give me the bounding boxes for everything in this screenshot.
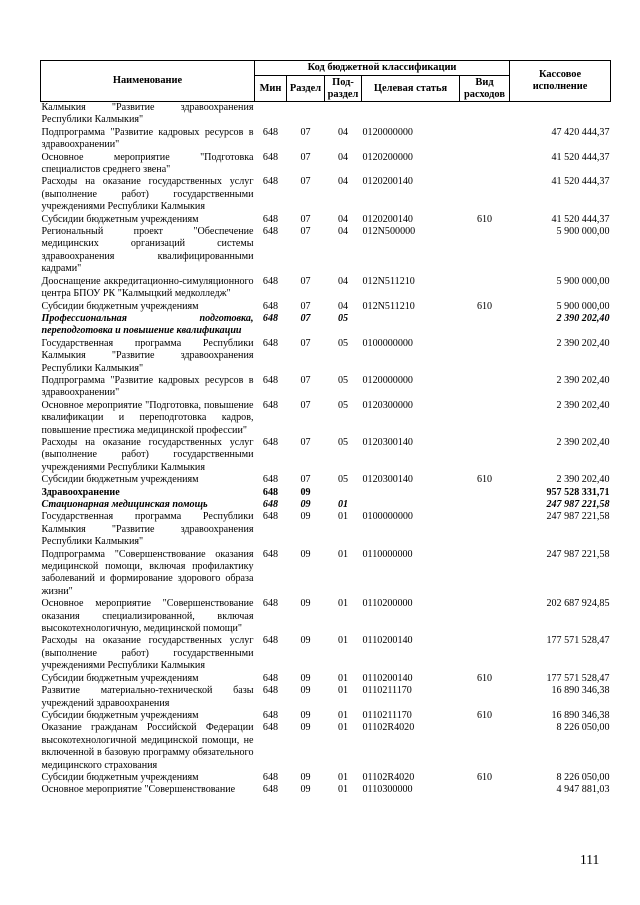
row-vid: 610 <box>476 709 493 721</box>
row-amount: 177 571 528,47 <box>546 672 610 684</box>
row-vid <box>460 176 510 213</box>
row-name: Основное мероприятие "Совершенствование <box>41 784 236 796</box>
row-min: 648 <box>262 709 279 721</box>
row-vid <box>460 784 510 796</box>
row-podrazdel: 01 <box>337 511 349 523</box>
row-podrazdel: 05 <box>337 474 349 486</box>
row-target: 0110211170 <box>362 685 412 697</box>
row-name: Субсидии бюджетным учреждениям <box>41 709 199 721</box>
row-target: 0110211170 <box>362 709 412 721</box>
row-razdel: 09 <box>300 709 311 721</box>
row-razdel: 07 <box>300 300 311 312</box>
row-name: Государственная программа Республики Калмыкия "Развитие здравоохранения Республики Калмыкия" <box>41 511 254 548</box>
row-min: 648 <box>262 635 279 647</box>
header-name: Наименование <box>41 61 255 102</box>
row-vid <box>460 598 510 635</box>
row-amount: 957 528 331,71 <box>546 486 610 498</box>
row-target: 0110000000 <box>362 548 413 560</box>
row-amount: 2 390 202,40 <box>556 436 610 448</box>
row-name: Региональный проект "Обеспечение медицинских организаций системы здравоохранения квалифицированными кадрами" <box>41 226 254 275</box>
row-razdel: 09 <box>300 635 311 647</box>
table-row <box>41 511 611 548</box>
header-min: Мин <box>255 76 287 102</box>
row-podrazdel: 01 <box>337 685 349 697</box>
row-amount: 247 987 221,58 <box>546 548 610 560</box>
row-amount: 5 900 000,00 <box>556 300 610 312</box>
row-name: Субсидии бюджетным учреждениям <box>41 300 199 312</box>
row-min: 648 <box>262 226 279 238</box>
row-target: 0120200000 <box>362 151 413 163</box>
row-name: Здравоохранение <box>41 486 120 498</box>
row-razdel: 09 <box>300 722 311 734</box>
table-row <box>41 784 611 796</box>
row-razdel: 09 <box>300 486 311 498</box>
row-target: 01102R4020 <box>362 722 415 734</box>
row-podrazdel: 01 <box>337 722 349 734</box>
table-row <box>41 685 611 710</box>
row-amount: 8 226 050,00 <box>556 771 610 783</box>
row-min: 648 <box>262 685 279 697</box>
row-target <box>362 102 460 127</box>
row-podrazdel: 04 <box>337 151 349 163</box>
table-row <box>41 152 611 177</box>
row-amount: 177 571 528,47 <box>546 635 610 647</box>
table-row <box>41 474 611 486</box>
row-target: 0120200140 <box>362 213 413 225</box>
row-amount: 8 226 050,00 <box>556 722 610 734</box>
row-name: Профессиональная подготовка, переподготовка и повышение квалификации <box>41 312 254 337</box>
row-target: 0110300000 <box>362 784 413 796</box>
row-target: 0120300000 <box>362 399 413 411</box>
row-amount: 2 390 202,40 <box>556 474 610 486</box>
row-name: Оказание гражданам Российской Федерации высокотехнологичной медицинской помощи, не включенной в базовую программу обязательного медицинского страхования <box>41 722 254 771</box>
row-vid <box>460 152 510 177</box>
row-vid <box>460 338 510 375</box>
row-podrazdel: 05 <box>337 337 349 349</box>
row-min: 648 <box>262 126 279 138</box>
row-vid <box>460 511 510 548</box>
row-razdel: 09 <box>300 598 311 610</box>
row-podrazdel: 04 <box>337 213 349 225</box>
row-razdel: 09 <box>300 548 311 560</box>
table-row <box>41 722 611 772</box>
table-row <box>41 499 611 511</box>
row-razdel: 07 <box>300 436 311 448</box>
row-target: 0120300140 <box>362 436 413 448</box>
row-name: Субсидии бюджетным учреждениям <box>41 672 199 684</box>
row-target: 012N511210 <box>362 275 415 287</box>
row-min: 648 <box>262 275 279 287</box>
table-row <box>41 338 611 375</box>
row-min: 648 <box>262 486 279 498</box>
row-target: 0100000000 <box>362 511 413 523</box>
row-podrazdel: 01 <box>337 499 349 510</box>
header-razdel: Раздел <box>287 76 325 102</box>
row-podrazdel: 04 <box>337 226 349 238</box>
row-target: 0120300140 <box>362 474 413 486</box>
row-podrazdel: 01 <box>337 672 349 684</box>
row-min: 648 <box>262 784 279 796</box>
row-razdel: 09 <box>300 771 311 783</box>
row-vid <box>460 722 510 772</box>
row-razdel: 07 <box>300 151 311 163</box>
row-min <box>255 102 287 127</box>
row-name: Расходы на оказание государственных услуг (выполнение работ) государственными учреждениями Республики Калмыкия <box>41 436 254 473</box>
row-podrazdel: 01 <box>337 635 349 647</box>
row-min: 648 <box>262 548 279 560</box>
row-vid <box>460 276 510 301</box>
row-amount <box>510 102 611 127</box>
row-name: Субсидии бюджетным учреждениям <box>41 213 199 225</box>
table-row <box>41 276 611 301</box>
row-name: Стационарная медицинская помощь <box>41 499 208 510</box>
row-razdel: 07 <box>300 126 311 138</box>
row-vid <box>460 375 510 400</box>
row-razdel: 07 <box>300 226 311 238</box>
row-razdel <box>287 102 325 127</box>
row-name: Подпрограмма "Развитие кадровых ресурсов в здравоохранении" <box>41 374 254 399</box>
row-amount: 202 687 924,85 <box>546 598 610 610</box>
row-name: Субсидии бюджетным учреждениям <box>41 771 199 783</box>
row-vid: 610 <box>476 474 493 486</box>
table-row <box>41 598 611 635</box>
table-row <box>41 772 611 784</box>
row-name: Дооснащение аккредитационно-симуляционного центра БПОУ РК "Калмыцкий медколледж" <box>41 275 254 300</box>
row-target: 0120200140 <box>362 176 413 188</box>
row-podrazdel <box>325 487 362 499</box>
table-row <box>41 673 611 685</box>
row-min: 648 <box>262 151 279 163</box>
row-vid <box>460 549 510 599</box>
row-target: 0100000000 <box>362 337 413 349</box>
header-amount: Кассовое исполнение <box>510 61 611 102</box>
row-amount: 16 890 346,38 <box>551 685 610 697</box>
row-razdel: 07 <box>300 275 311 287</box>
row-podrazdel: 05 <box>337 374 349 386</box>
row-min: 648 <box>262 374 279 386</box>
row-name: Субсидии бюджетным учреждениям <box>41 474 199 486</box>
row-podrazdel: 01 <box>337 598 349 610</box>
row-razdel: 07 <box>300 213 311 225</box>
budget-report-page <box>40 60 610 797</box>
row-amount: 41 520 444,37 <box>551 176 610 188</box>
row-razdel: 09 <box>300 511 311 523</box>
row-amount: 247 987 221,58 <box>546 499 610 510</box>
table-row <box>41 400 611 437</box>
table-row <box>41 214 611 226</box>
row-target: 012N511210 <box>362 300 415 312</box>
row-podrazdel: 04 <box>337 176 349 188</box>
row-amount: 2 390 202,40 <box>556 374 610 386</box>
row-min: 648 <box>262 399 279 411</box>
table-row <box>41 313 611 338</box>
row-amount: 16 890 346,38 <box>551 709 610 721</box>
row-name: Калмыкия "Развитие здравоохранения Республики Калмыкия" <box>41 102 254 126</box>
row-name: Расходы на оказание государственных услуг (выполнение работ) государственными учреждениями Республики Калмыкия <box>41 176 254 213</box>
row-amount: 2 390 202,40 <box>556 312 610 324</box>
row-min: 648 <box>262 771 279 783</box>
table-row <box>41 437 611 474</box>
header-kbk: Код бюджетной классификации <box>255 61 510 76</box>
row-podrazdel <box>325 102 362 127</box>
row-min: 648 <box>262 176 279 188</box>
row-target <box>362 487 460 499</box>
row-target: 012N500000 <box>362 226 416 238</box>
row-name: Расходы на оказание государственных услуг (выполнение работ) государственными учреждениями Республики Калмыкия <box>41 635 254 672</box>
row-amount: 41 520 444,37 <box>551 213 610 225</box>
row-min: 648 <box>262 337 279 349</box>
table-row <box>41 127 611 152</box>
row-podrazdel: 01 <box>337 771 349 783</box>
row-name: Основное мероприятие "Подготовка, повышение квалификации и переподготовка кадров, повышение престижа медицинской профессии" <box>41 399 254 436</box>
row-min: 648 <box>262 511 279 523</box>
row-podrazdel: 05 <box>337 312 349 324</box>
row-amount: 2 390 202,40 <box>556 337 610 349</box>
row-min: 648 <box>262 436 279 448</box>
row-razdel: 07 <box>300 312 311 324</box>
table-row <box>41 176 611 213</box>
row-vid: 610 <box>476 300 493 312</box>
row-min: 648 <box>262 300 279 312</box>
row-target: 0120000000 <box>362 374 413 386</box>
row-name: Основное мероприятие "Совершенствование оказания специализированной, включая высокотехнологичную, медицинской помощи" <box>41 598 254 635</box>
row-amount: 47 420 444,37 <box>551 126 610 138</box>
row-min: 648 <box>262 598 279 610</box>
row-razdel: 07 <box>300 337 311 349</box>
row-vid <box>460 487 510 499</box>
row-vid: 610 <box>476 672 493 684</box>
row-vid <box>460 102 510 127</box>
row-amount: 41 520 444,37 <box>551 151 610 163</box>
row-min: 648 <box>262 672 279 684</box>
row-amount: 5 900 000,00 <box>556 226 610 238</box>
row-vid <box>460 635 510 672</box>
row-min: 648 <box>262 312 279 324</box>
row-amount: 5 900 000,00 <box>556 275 610 287</box>
table-row <box>41 375 611 400</box>
table-row <box>41 710 611 722</box>
row-podrazdel: 04 <box>337 126 349 138</box>
row-target <box>362 499 460 511</box>
row-min: 648 <box>262 474 279 486</box>
row-amount: 4 947 881,03 <box>556 784 610 796</box>
row-target: 0110200140 <box>362 672 413 684</box>
row-podrazdel: 01 <box>337 548 349 560</box>
row-razdel: 09 <box>300 672 311 684</box>
row-podrazdel: 01 <box>337 784 349 796</box>
row-razdel: 09 <box>300 499 311 510</box>
table-row <box>41 301 611 313</box>
row-name: Развитие материально-технической базы учреждений здравоохранения <box>41 685 254 709</box>
row-vid <box>460 400 510 437</box>
row-vid: 610 <box>476 213 493 225</box>
page-number: 111 <box>580 852 600 867</box>
row-razdel: 07 <box>300 374 311 386</box>
row-amount: 247 987 221,58 <box>546 511 610 523</box>
table-row <box>41 102 611 127</box>
row-vid <box>460 499 510 511</box>
row-target: 01102R4020 <box>362 771 415 783</box>
row-razdel: 09 <box>300 685 311 697</box>
table-row <box>41 549 611 599</box>
row-target: 0110200000 <box>362 598 413 610</box>
row-target <box>362 313 460 338</box>
table-row <box>41 635 611 672</box>
row-razdel: 07 <box>300 176 311 188</box>
row-name: Основное мероприятие "Подготовка специалистов среднего звена" <box>41 151 254 176</box>
row-name: Подпрограмма "Совершенствование оказания медицинской помощи, включая профилактику заболеваний и формирование здорового образа жизни" <box>41 548 254 597</box>
table-row <box>41 226 611 276</box>
row-min: 648 <box>262 213 279 225</box>
row-min: 648 <box>262 499 279 510</box>
header-podrazdel: Под-раздел <box>325 76 362 102</box>
row-podrazdel: 05 <box>337 399 349 411</box>
row-target: 0120000000 <box>362 126 413 138</box>
row-podrazdel: 04 <box>337 275 349 287</box>
row-podrazdel: 05 <box>337 436 349 448</box>
table-header <box>41 61 611 102</box>
header-vid: Вид расходов <box>460 76 510 102</box>
row-vid <box>460 313 510 338</box>
table-row <box>41 487 611 499</box>
row-name: Государственная программа Республики Калмыкия "Развитие здравоохранения Республики Калмыкия" <box>41 337 254 374</box>
row-razdel: 07 <box>300 399 311 411</box>
row-razdel: 07 <box>300 474 311 486</box>
row-vid <box>460 437 510 474</box>
row-podrazdel: 01 <box>337 709 349 721</box>
row-vid <box>460 127 510 152</box>
row-vid <box>460 226 510 276</box>
row-name: Подпрограмма "Развитие кадровых ресурсов в здравоохранении" <box>41 126 254 151</box>
row-vid <box>460 685 510 710</box>
row-amount: 2 390 202,40 <box>556 399 610 411</box>
row-podrazdel: 04 <box>337 300 349 312</box>
row-vid: 610 <box>476 771 493 783</box>
table-body <box>41 102 611 797</box>
header-target: Целевая статья <box>362 76 460 102</box>
row-target: 0110200140 <box>362 635 413 647</box>
budget-table <box>40 60 611 797</box>
row-razdel: 09 <box>300 784 311 796</box>
row-min: 648 <box>262 722 279 734</box>
